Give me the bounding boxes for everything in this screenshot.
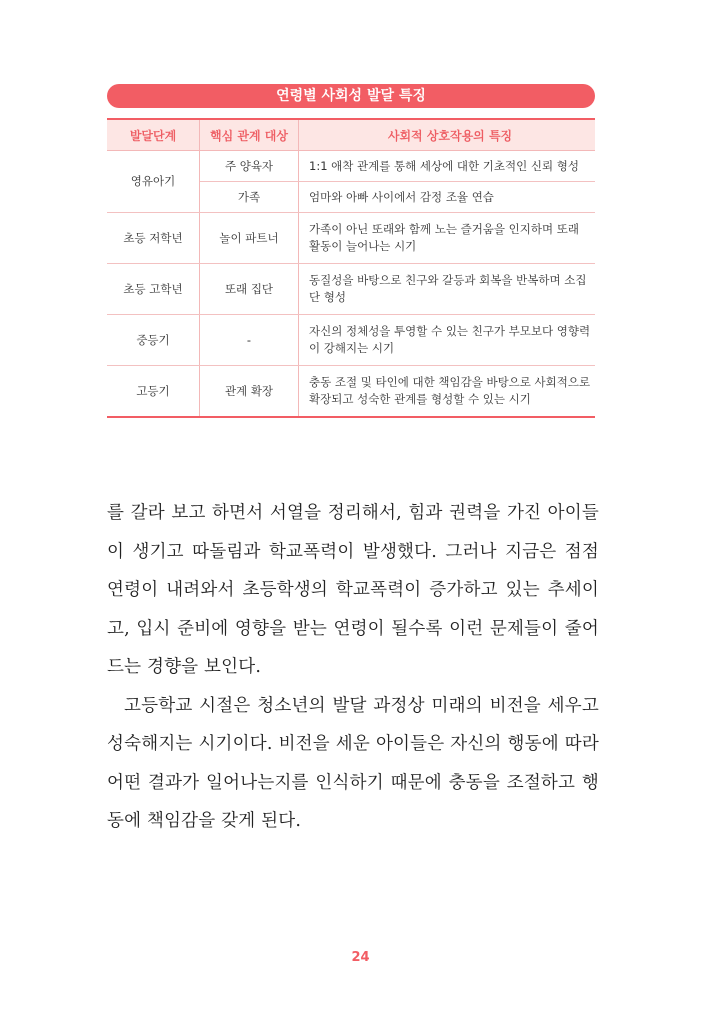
stage-cell: 중등기 [107, 315, 200, 366]
stage-cell: 초등 저학년 [107, 213, 200, 264]
stage-cell: 초등 고학년 [107, 264, 200, 315]
feature-cell: 동질성을 바탕으로 친구와 갈등과 회복을 반복하며 소집단 형성 [299, 264, 596, 315]
header-feature: 사회적 상호작용의 특징 [299, 119, 596, 151]
table-row [107, 315, 595, 366]
stage-cell: 영유아기 [107, 151, 200, 213]
table-row [107, 151, 595, 182]
header-stage: 발달단계 [107, 119, 200, 151]
feature-cell: 가족이 아닌 또래와 함께 노는 즐거움을 인지하며 또래 활동이 늘어나는 시기 [299, 213, 596, 264]
target-cell: - [200, 315, 299, 366]
feature-cell: 엄마와 아빠 사이에서 감정 조율 연습 [299, 182, 596, 213]
target-cell: 가족 [200, 182, 299, 213]
page-number: 24 [351, 950, 370, 965]
stage-cell: 고등기 [107, 366, 200, 418]
target-cell: 또래 집단 [200, 264, 299, 315]
target-cell: 관계 확장 [200, 366, 299, 418]
feature-cell: 충동 조절 및 타인에 대한 책임감을 바탕으로 사회적으로 확장되고 성숙한 관계를 형성할 수 있는 시기 [299, 366, 596, 418]
body-text [107, 494, 599, 841]
paragraph: 고등학교 시절은 청소년의 발달 과정상 미래의 비전을 세우고 성숙해지는 시기이다. 비전을 세운 아이들은 자신의 행동에 따라 어떤 결과가 일어나는지를 인식하기 때문에 충동을 조절하고 행동에 책임감을 갖게 된다. [107, 695, 599, 831]
paragraph: 를 갈라 보고 하면서 서열을 정리해서, 힘과 권력을 가진 아이들이 생기고 따돌림과 학교폭력이 발생했다. 그러나 지금은 점점 연령이 내려와서 초등학생의 학교폭력이 증가하고 있는 추세이고, 입시 준비에 영향을 받는 연령이 될수록 이런 문제들이 줄어드는 경향을 보인다. [107, 503, 599, 677]
header-target: 핵심 관계 대상 [200, 119, 299, 151]
target-cell: 주 양육자 [200, 151, 299, 182]
feature-cell: 1:1 애착 관계를 통해 세상에 대한 기초적인 신뢰 형성 [299, 151, 596, 182]
table-row [107, 366, 595, 418]
development-table [107, 118, 595, 418]
table-row [107, 264, 595, 315]
feature-cell: 자신의 정체성을 투영할 수 있는 친구가 부모보다 영향력이 강해지는 시기 [299, 315, 596, 366]
table-title: 연령별 사회성 발달 특징 [107, 84, 595, 108]
table-header-row [107, 119, 595, 151]
target-cell: 놀이 파트너 [200, 213, 299, 264]
table-row [107, 213, 595, 264]
